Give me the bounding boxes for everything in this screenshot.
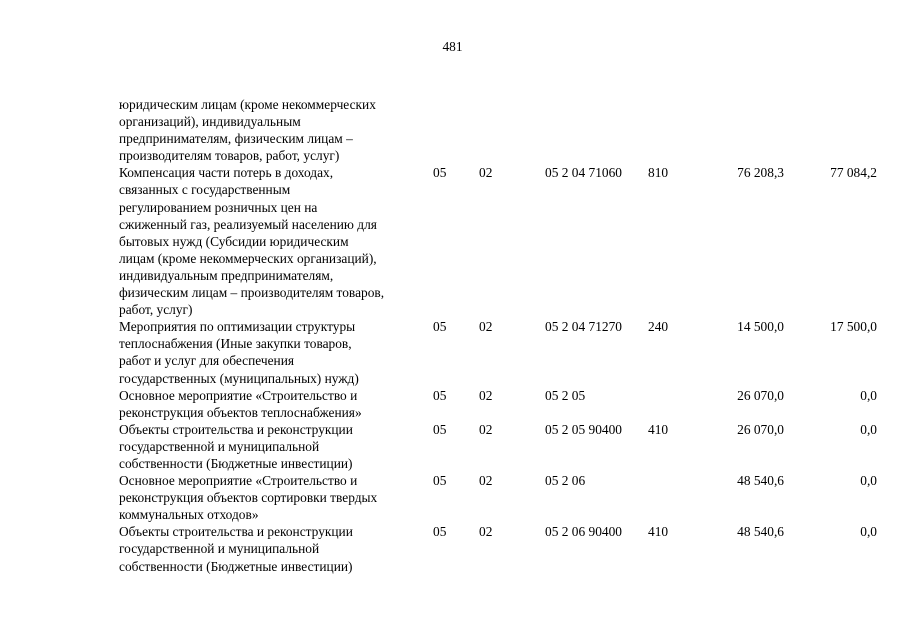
page-number: 481	[442, 39, 463, 54]
description-line: Основное мероприятие «Строительство и	[119, 387, 358, 403]
description-line: индивидуальным предпринимателям,	[119, 267, 334, 283]
row-description	[119, 387, 424, 421]
subsection-code: 02	[479, 165, 493, 181]
description-line: производителям товаров, работ, услуг)	[119, 148, 340, 164]
table-row	[119, 472, 879, 523]
expense-type-code: 240	[648, 319, 669, 335]
amount-year-1: 48 540,6	[737, 524, 784, 540]
amount-year-1: 76 208,3	[737, 165, 784, 181]
section-code: 05	[433, 524, 447, 540]
budget-table	[119, 96, 879, 575]
description-line: сжиженный газ, реализуемый населению для	[119, 216, 377, 232]
section-code: 05	[433, 421, 447, 437]
description-line: государственной и муниципальной	[119, 541, 320, 557]
description-line: собственности (Бюджетные инвестиции)	[119, 558, 353, 574]
description-line: организаций), индивидуальным	[119, 114, 301, 130]
target-article-code: 05 2 04 71060	[545, 165, 622, 181]
description-line: связанных с государственным	[119, 182, 291, 198]
amount-year-2: 17 500,0	[830, 319, 877, 335]
subsection-code: 02	[479, 473, 493, 489]
amount-year-2: 0,0	[860, 473, 877, 489]
description-line: Объекты строительства и реконструкции	[119, 524, 353, 540]
description-line: коммунальных отходов»	[119, 507, 259, 523]
section-code: 05	[433, 165, 447, 181]
expense-type-code: 410	[648, 421, 669, 437]
row-description	[119, 523, 424, 574]
description-line: собственности (Бюджетные инвестиции)	[119, 455, 353, 471]
table-row	[119, 523, 879, 574]
amount-year-1: 14 500,0	[737, 319, 784, 335]
table-row	[119, 96, 879, 164]
row-description	[119, 164, 424, 318]
target-article-code: 05 2 05 90400	[545, 421, 622, 437]
amount-year-2: 0,0	[860, 524, 877, 540]
amount-year-2: 0,0	[860, 387, 877, 403]
section-code: 05	[433, 387, 447, 403]
description-line: Основное мероприятие «Строительство и	[119, 473, 358, 489]
subsection-code: 02	[479, 421, 493, 437]
description-line: государственных (муниципальных) нужд)	[119, 370, 359, 386]
table-row	[119, 387, 879, 421]
target-article-code: 05 2 06	[545, 473, 586, 489]
subsection-code: 02	[479, 319, 493, 335]
description-line: Мероприятия по оптимизации структуры	[119, 319, 356, 335]
amount-year-2: 77 084,2	[830, 165, 877, 181]
description-line: работ и услуг для обеспечения	[119, 353, 295, 369]
row-description	[119, 96, 424, 164]
row-description	[119, 318, 424, 386]
expense-type-code: 410	[648, 524, 669, 540]
description-line: предпринимателям, физическим лицам –	[119, 131, 353, 147]
target-article-code: 05 2 06 90400	[545, 524, 622, 540]
amount-year-1: 26 070,0	[737, 421, 784, 437]
table-row	[119, 421, 879, 472]
table-row	[119, 164, 879, 318]
description-line: физическим лицам – производителям товаров,	[119, 285, 385, 301]
description-line: бытовых нужд (Субсидии юридическим	[119, 233, 349, 249]
description-line: реконструкция объектов сортировки твердых	[119, 490, 378, 506]
description-line: юридическим лицам (кроме некоммерческих	[119, 97, 376, 112]
description-line: Компенсация части потерь в доходах,	[119, 165, 334, 181]
description-line: реконструкция объектов теплоснабжения»	[119, 404, 362, 420]
section-code: 05	[433, 473, 447, 489]
subsection-code: 02	[479, 524, 493, 540]
description-line: лицам (кроме некоммерческих организаций),	[119, 250, 377, 266]
amount-year-1: 48 540,6	[737, 473, 784, 489]
target-article-code: 05 2 05	[545, 387, 586, 403]
subsection-code: 02	[479, 387, 493, 403]
description-line: Объекты строительства и реконструкции	[119, 421, 353, 437]
row-description	[119, 472, 424, 523]
target-article-code: 05 2 04 71270	[545, 319, 622, 335]
row-description	[119, 421, 424, 472]
amount-year-1: 26 070,0	[737, 387, 784, 403]
description-line: государственной и муниципальной	[119, 438, 320, 454]
amount-year-2: 0,0	[860, 421, 877, 437]
section-code: 05	[433, 319, 447, 335]
description-line: теплоснабжения (Иные закупки товаров,	[119, 336, 352, 352]
table-row	[119, 318, 879, 386]
description-line: работ, услуг)	[119, 302, 193, 318]
description-line: регулированием розничных цен на	[119, 199, 318, 215]
expense-type-code: 810	[648, 165, 669, 181]
